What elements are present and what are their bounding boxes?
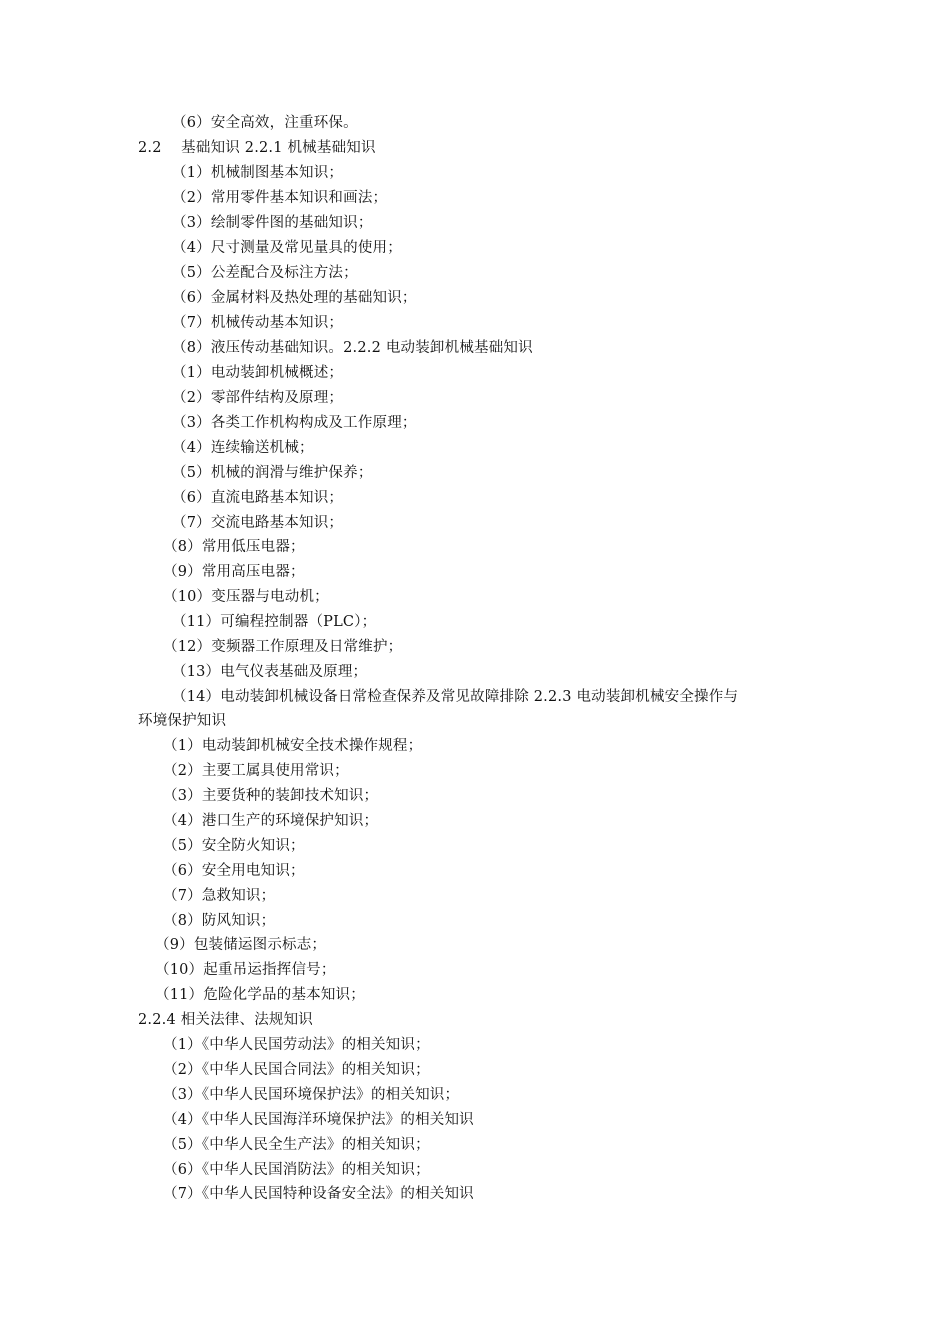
text-line: （1）电动装卸机械安全技术操作规程；	[163, 738, 423, 754]
text-line: （10）变压器与电动机；	[163, 589, 329, 605]
text-line: （8）防风知识；	[163, 913, 276, 929]
text-line: （5）机械的润滑与维护保养；	[172, 465, 373, 481]
text-line: （3）《中华人民国环境保护法》的相关知识；	[163, 1087, 460, 1103]
text-line: （14）电动装卸机械设备日常检查保养及常见故障排除 2.2.3 电动装卸机械安全操作与	[172, 689, 739, 705]
text-line: （5）《中华人民全生产法》的相关知识；	[163, 1137, 430, 1153]
text-line: （4）《中华人民国海洋环境保护法》的相关知识	[163, 1112, 474, 1128]
text-line: （2）《中华人民国合同法》的相关知识；	[163, 1062, 430, 1078]
text-line: （4）港口生产的环境保护知识；	[163, 813, 379, 829]
text-line: （5）安全防火知识；	[163, 838, 305, 854]
text-line: （3）绘制零件图的基础知识；	[172, 215, 373, 231]
text-line: （12）变频器工作原理及日常维护；	[163, 639, 403, 655]
text-line: （3）主要货种的装卸技术知识；	[163, 788, 379, 804]
text-line: （7）交流电路基本知识；	[172, 515, 344, 531]
text-line: （7）《中华人民国特种设备安全法》的相关知识	[163, 1186, 474, 1202]
text-line: （6）《中华人民国消防法》的相关知识；	[163, 1162, 430, 1178]
text-line: （6）安全高效，注重环保。	[172, 115, 358, 131]
text-line: （1）机械制图基本知识；	[172, 165, 344, 181]
text-line: （1）《中华人民国劳动法》的相关知识；	[163, 1037, 430, 1053]
text-line: （6）金属材料及热处理的基础知识；	[172, 290, 417, 306]
text-line: （4）尺寸测量及常见量具的使用；	[172, 240, 402, 256]
text-line: （9）包装储运图示标志；	[155, 937, 327, 953]
text-line: 环境保护知识	[138, 713, 227, 729]
text-line: （6）安全用电知识；	[163, 863, 305, 879]
text-line: （2）主要工属具使用常识；	[163, 763, 349, 779]
text-line: （13）电气仪表基础及原理；	[172, 664, 368, 680]
text-line: （6）直流电路基本知识；	[172, 490, 344, 506]
text-line: （5）公差配合及标注方法；	[172, 265, 358, 281]
text-line: （11）可编程控制器（PLC）；	[172, 614, 377, 630]
text-line: （10）起重吊运指挥信号；	[155, 962, 336, 978]
text-line: （4）连续输送机械；	[172, 440, 314, 456]
text-line: （9）常用高压电器；	[163, 564, 305, 580]
text-line: （8）液压传动基础知识。2.2.2 电动装卸机械基础知识	[172, 340, 533, 356]
text-line: （8）常用低压电器；	[163, 539, 305, 555]
text-line: （1）电动装卸机械概述；	[172, 365, 344, 381]
text-line: （2）常用零件基本知识和画法；	[172, 190, 388, 206]
text-line: （7）机械传动基本知识；	[172, 315, 344, 331]
text-line: （3）各类工作机构构成及工作原理；	[172, 415, 417, 431]
section-heading: 2.2.4 相关法律、法规知识	[138, 1012, 314, 1028]
text-line: （2）零部件结构及原理；	[172, 390, 344, 406]
text-line: （11）危险化学品的基本知识；	[155, 987, 365, 1003]
section-heading: 2.2 基础知识 2.2.1 机械基础知识	[138, 140, 376, 156]
text-line: （7）急救知识；	[163, 888, 276, 904]
